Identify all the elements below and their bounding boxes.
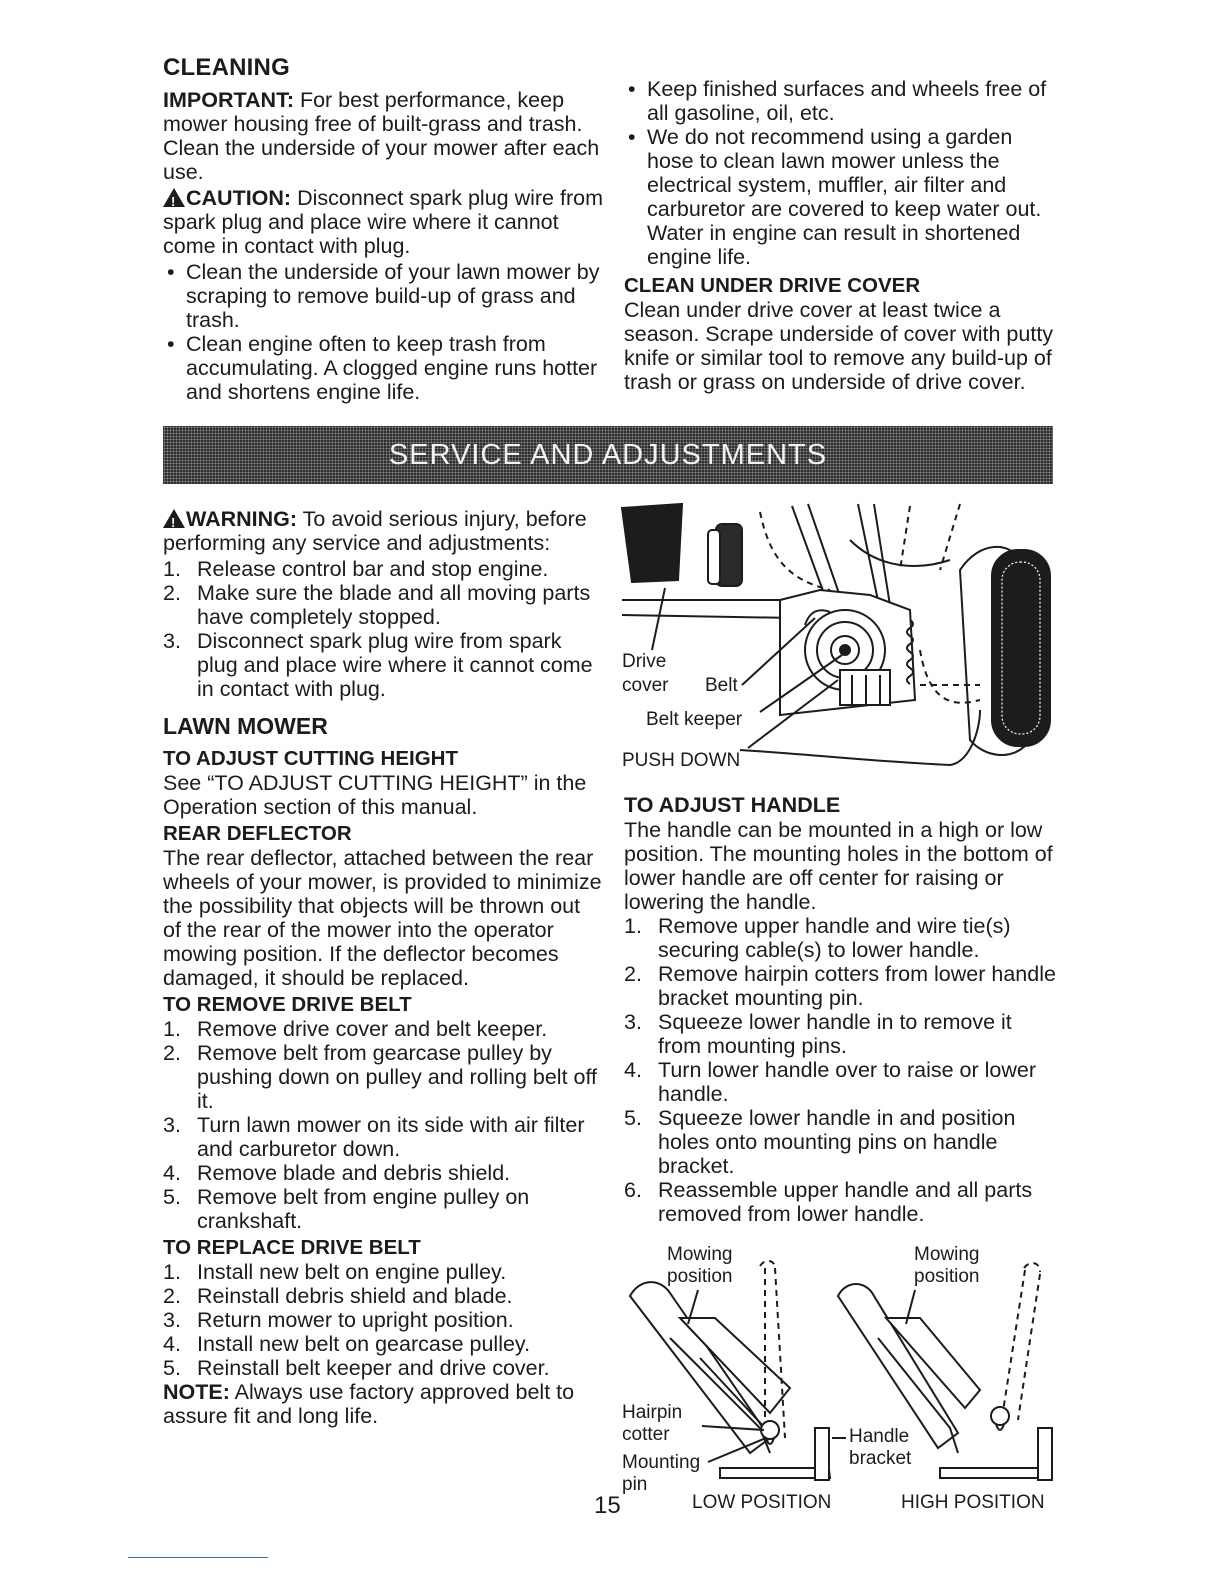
caution-text: Disconnect spark plug wire from spark plug and place wire where it cannot come in contact with plug. [163, 186, 603, 258]
push-down-label: PUSH DOWN [622, 750, 741, 771]
position-label-1: position [667, 1266, 733, 1287]
list-item: 1. Install new belt on engine pulley. [163, 1260, 507, 1284]
step-text: Reassemble upper handle and all parts removed from lower handle. [658, 1178, 1033, 1226]
step-text: Remove blade and debris shield. [197, 1161, 511, 1185]
cleaning-section [163, 54, 603, 404]
list-item: • Clean the underside of your lawn mower by scraping to remove build-up of grass and trash. [163, 260, 603, 332]
step-text: Turn lower handle over to raise or lower handle. [658, 1058, 1037, 1106]
mounting-label: Mounting [622, 1452, 701, 1473]
cotter-label: cotter [622, 1424, 670, 1445]
important-paragraph [163, 88, 603, 184]
handle-position-figure [620, 1238, 1060, 1518]
caution-label: CAUTION: [186, 186, 292, 210]
page-number: 15 [594, 1492, 621, 1519]
step-text: Remove belt from engine pulley on crankshaft. [197, 1185, 530, 1233]
cleaning-bullets-left [163, 260, 603, 404]
list-item: 2. Remove belt from gearcase pulley by pushing down on pulley and rolling belt off it. [163, 1041, 598, 1113]
list-item: 4. Remove blade and debris shield. [163, 1161, 511, 1185]
cleaning-section-right [624, 77, 1056, 394]
position-label-2: position [914, 1266, 980, 1287]
handle-section [624, 793, 1056, 1226]
left-column [163, 507, 603, 1428]
belt-label: Belt [705, 675, 738, 696]
cleaning-heading: CLEANING [163, 54, 290, 81]
step-text: Install new belt on gearcase pulley. [197, 1332, 531, 1356]
handle-heading: TO ADJUST HANDLE [624, 793, 841, 817]
step-text: Return mower to upright position. [197, 1308, 514, 1332]
list-item: 3. Squeeze lower handle in to remove it from mounting pins. [624, 1010, 1012, 1058]
cover-label: cover [622, 675, 669, 696]
low-position-label: LOW POSITION [692, 1492, 832, 1513]
important-text: For best performance, keep mower housing free of built-grass and trash. Clean the underside of your mower after each use. [163, 88, 600, 184]
handle-label: Handle [849, 1426, 910, 1447]
list-item: 3. Return mower to upright position. [163, 1308, 514, 1332]
handle-steps [624, 914, 1056, 1226]
list-item: 1. Remove drive cover and belt keeper. [163, 1017, 548, 1041]
remove-belt-steps [163, 1017, 603, 1233]
step-text: Reinstall debris shield and blade. [197, 1284, 513, 1308]
list-item: 4. Turn lower handle over to raise or lower handle. [624, 1058, 1037, 1106]
list-item: 1. Remove upper handle and wire tie(s) securing cable(s) to lower handle. [624, 914, 1011, 962]
step-text: Disconnect spark plug wire from spark plug and place wire where it cannot come in contact with plug. [197, 629, 593, 701]
mowing-label-1: Mowing [667, 1244, 733, 1265]
bracket-label: bracket [849, 1448, 912, 1469]
important-label: IMPORTANT: [163, 88, 294, 112]
rear-deflector-heading: REAR DEFLECTOR [163, 822, 352, 845]
drive-cover-heading: CLEAN UNDER DRIVE COVER [624, 274, 921, 297]
note-paragraph [163, 1380, 603, 1428]
step-text: Install new belt on engine pulley. [197, 1260, 507, 1284]
cutting-height-heading: TO ADJUST CUTTING HEIGHT [163, 747, 458, 770]
mowing-label-2: Mowing [914, 1244, 980, 1265]
warning-label: WARNING: [186, 507, 298, 531]
list-item: 2. Make sure the blade and all moving parts have completely stopped. [163, 581, 591, 629]
list-item: 4. Install new belt on gearcase pulley. [163, 1332, 531, 1356]
caution-triangle-icon [163, 188, 185, 207]
list-item: 3. Turn lawn mower on its side with air filter and carburetor down. [163, 1113, 585, 1161]
list-item: • Keep finished surfaces and wheels free of all gasoline, oil, etc. [624, 77, 1056, 125]
remove-belt-heading: TO REMOVE DRIVE BELT [163, 993, 412, 1016]
lawn-mower-heading: LAWN MOWER [163, 713, 328, 739]
list-item: 2. Remove hairpin cotters from lower handle bracket mounting pin. [624, 962, 1056, 1010]
drive-cover-text: Clean under drive cover at least twice a season. Scrape underside of cover with putty knife or similar tool to remove any build-up of trash or grass on underside of drive cover. [624, 298, 1054, 394]
handle-text: The handle can be mounted in a high or low position. The mounting holes in the bottom of lower handle are off center for raising or lowering the handle. [624, 818, 1053, 914]
warning-text: To avoid serious injury, before performing any service and adjustments: [163, 507, 587, 555]
footer-divider [128, 1557, 268, 1558]
list-item: 5. Remove belt from engine pulley on crankshaft. [163, 1185, 530, 1233]
step-text: Squeeze lower handle in and position holes onto mounting pins on handle bracket. [658, 1106, 1016, 1178]
list-item: 2. Reinstall debris shield and blade. [163, 1284, 513, 1308]
step-text: Turn lawn mower on its side with air filter and carburetor down. [197, 1113, 585, 1161]
list-item: • We do not recommend using a garden hose to clean lawn mower unless the electrical system, muffler, air filter and carburetor are covered to keep water out. Water in engine can result in shortened engine life. [624, 125, 1056, 269]
replace-belt-heading: TO REPLACE DRIVE BELT [163, 1236, 421, 1259]
list-item: 5. Reinstall belt keeper and drive cover. [163, 1356, 550, 1380]
step-text: Reinstall belt keeper and drive cover. [197, 1356, 550, 1380]
step-text: Release control bar and stop engine. [197, 557, 549, 581]
list-item: 6. Reassemble upper handle and all parts removed from lower handle. [624, 1178, 1033, 1226]
caution-paragraph [163, 186, 603, 258]
pin-label: pin [622, 1474, 648, 1495]
warning-paragraph [163, 507, 603, 555]
step-text: Make sure the blade and all moving parts have completely stopped. [197, 581, 591, 629]
step-text: Remove upper handle and wire tie(s) securing cable(s) to lower handle. [658, 914, 1011, 962]
step-text: Remove hairpin cotters from lower handle bracket mounting pin. [658, 962, 1056, 1010]
replace-belt-steps [163, 1260, 603, 1380]
section-banner [163, 426, 1053, 484]
warning-steps [163, 557, 603, 701]
hairpin-label: Hairpin [622, 1402, 683, 1423]
list-item: • Clean engine often to keep trash from accumulating. A clogged engine runs hotter and shortens engine life. [163, 332, 603, 404]
step-text: Remove belt from gearcase pulley by pushing down on pulley and rolling belt off it. [197, 1041, 598, 1113]
drive-belt-figure [620, 500, 1060, 780]
banner-title: SERVICE AND ADJUSTMENTS [388, 439, 828, 471]
list-item: 5. Squeeze lower handle in and position holes onto mounting pins on handle bracket. [624, 1106, 1016, 1178]
drive-label: Drive [622, 651, 667, 672]
note-label: NOTE: [163, 1380, 230, 1404]
drive-belt-illustration [620, 500, 1060, 780]
step-text: Remove drive cover and belt keeper. [197, 1017, 548, 1041]
warning-triangle-icon [163, 509, 185, 528]
list-item: 1. Release control bar and stop engine. [163, 557, 549, 581]
list-item: 3. Disconnect spark plug wire from spark plug and place wire where it cannot come in contact with plug. [163, 629, 593, 701]
high-position-label: HIGH POSITION [901, 1492, 1045, 1513]
cleaning-bullets-right [624, 77, 1056, 269]
note-text: Always use factory approved belt to assure fit and long life. [163, 1380, 575, 1428]
drive-cover-shape [622, 504, 682, 582]
handle-position-illustration [620, 1238, 1060, 1518]
rear-deflector-text: The rear deflector, attached between the rear wheels of your mower, is provided to minimize the possibility that objects will be thrown out of the rear of the mower into the operator mowing position. If the deflector becomes damaged, it should be replaced. [163, 846, 602, 990]
step-text: Squeeze lower handle in to remove it from mounting pins. [658, 1010, 1012, 1058]
cutting-height-text: See “TO ADJUST CUTTING HEIGHT” in the Operation section of this manual. [163, 771, 587, 819]
belt-keeper-label: Belt keeper [646, 709, 743, 730]
